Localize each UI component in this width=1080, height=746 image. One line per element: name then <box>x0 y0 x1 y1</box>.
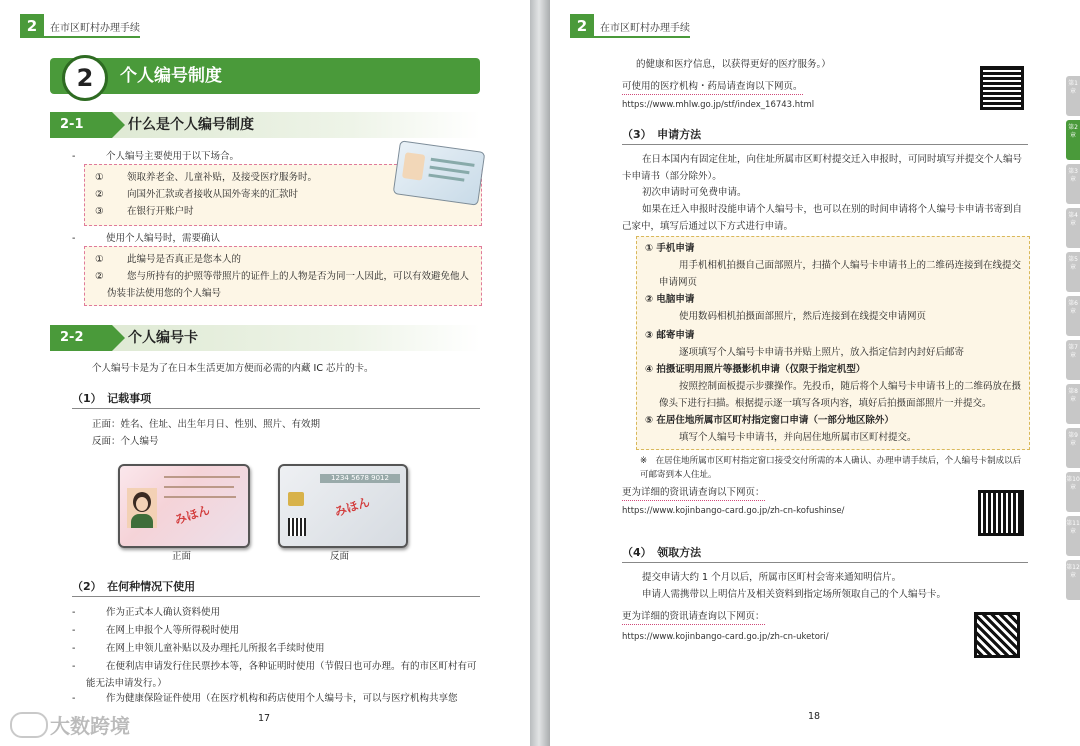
section-title: 个人编号卡 <box>128 330 198 346</box>
methods-box <box>636 236 1030 450</box>
method-title: ④ 拍摄证明用照片等摄影机申请（仅限于指定机型） <box>645 364 866 375</box>
section-2-1-header <box>50 112 480 138</box>
page-number: 17 <box>258 713 271 724</box>
bullet-dot: - <box>72 661 76 672</box>
portrait-icon <box>402 152 425 181</box>
chapter-tab[interactable]: 第7章 <box>1066 340 1080 380</box>
continued-text: 的健康和医疗信息，以获得更好的医疗服务。） <box>636 59 831 70</box>
left-page <box>0 0 530 746</box>
method-desc: 使用数码相机拍摄面部照片，然后连接到在线提交申请网页 <box>679 311 927 322</box>
use-item-num: ② <box>95 189 104 200</box>
usage-item: 在网上申领儿童补贴以及办理托儿所报名手续时使用 <box>106 643 325 654</box>
chapter-header: 在市区町村办理手续 <box>600 23 690 34</box>
section-title: 什么是个人编号制度 <box>128 117 254 133</box>
subheading-rule <box>72 408 480 409</box>
note: ※ 在居住地所属市区町村指定窗口接受交付所需的本人确认、办理申请手续后，个人编号卡制成以后可邮寄到本人住址。 <box>640 456 1022 480</box>
section-tag: 2-1 <box>50 112 112 138</box>
use-item: 向国外汇款或者接收从国外寄来的汇款时 <box>127 189 299 200</box>
ic-chip-icon <box>288 492 304 506</box>
use-item-num: ③ <box>95 206 104 217</box>
section-tag: 2-2 <box>50 325 112 351</box>
method-desc: 按照控制面板提示步骤操作。先投币，随后将个人编号卡申请书上的二维码放在摄像头下进行扫描。根据提示逐一填写各项内容，填好后拍摄面部照片一并提交。 <box>659 381 1022 409</box>
link-label: 可使用的医疗机构・药局请查询以下网页。 <box>622 80 803 95</box>
watermark-text: 大数跨境 <box>50 714 130 738</box>
bullet-dot: - <box>72 693 76 704</box>
method-desc: 逐项填写个人编号卡申请书并贴上照片，放入指定信封内封好后邮寄 <box>679 347 965 358</box>
page-number: 18 <box>808 711 821 722</box>
chapter-tab[interactable]: 第5章 <box>1066 252 1080 292</box>
link-url[interactable]: https://www.mhlw.go.jp/stf/index_16743.html <box>622 100 815 110</box>
bullet-dot: - <box>72 625 76 636</box>
chapter-tab[interactable]: 第1章 <box>1066 76 1080 116</box>
back-caption: 反面 <box>330 551 350 562</box>
use-item-num: ① <box>95 172 104 183</box>
card-back-fields: 反面：个人编号 <box>92 436 159 447</box>
chapter-title-banner <box>50 58 480 94</box>
subheading-1: （1） 记载事项 <box>72 392 152 405</box>
bullet-dot: - <box>72 607 76 618</box>
bullet-dot: - <box>72 151 76 162</box>
card-number: 1234 5678 9012 <box>320 474 400 483</box>
bullet-dot: - <box>72 233 76 244</box>
paragraph: 申请人需携带以上明信片及相关资料到指定场所领取自己的个人编号卡。 <box>642 589 947 600</box>
chapter-header: 在市区町村办理手续 <box>50 23 140 34</box>
method-title: ③ 邮寄申请 <box>645 330 695 341</box>
sample-stamp: みほん <box>172 502 212 528</box>
portrait-icon <box>127 488 157 528</box>
confirm-box <box>84 246 482 306</box>
watermark-logo-icon <box>10 712 48 738</box>
paragraph: 如果在迁入申报时没能申请个人编号卡，也可以在别的时间申请将个人编号卡申请书寄到自己家中，填写后通过以下方式进行申请。 <box>622 204 1023 232</box>
link-label: 更为详细的资讯请查询以下网页： <box>622 486 765 501</box>
chapter-title-number: 2 <box>62 55 108 101</box>
subheading-rule <box>72 596 480 597</box>
confirm-item-num: ① <box>95 254 104 265</box>
confirm-item: 您与所持有的护照等带照片的证件上的人物是否为同一人因此，可以有效避免他人伪装非法使用您的个人编号 <box>107 271 470 299</box>
use-intro: 个人编号主要使用于以下场合。 <box>106 151 240 162</box>
chapter-tab[interactable]: 第10章 <box>1066 472 1080 512</box>
qr-code-icon <box>980 66 1024 110</box>
chapter-tab[interactable]: 第12章 <box>1066 560 1080 600</box>
usage-item: 作为健康保险证件使用（在医疗机构和药店使用个人编号卡，可以与医疗机构共享您 <box>106 693 458 704</box>
confirm-item: 此编号是否真正是您本人的 <box>127 254 242 265</box>
usage-item: 作为正式本人确认资料使用 <box>106 607 221 618</box>
card-description: 个人编号卡是为了在日本生活更加方便而必需的内藏 IC 芯片的卡。 <box>92 363 374 374</box>
card-front-fields: 正面：姓名、住址、出生年月日、性别、照片、有效期 <box>92 419 321 430</box>
card-back-image <box>278 464 408 548</box>
chapter-tab-active[interactable]: 第2章 <box>1066 120 1080 160</box>
chapter-tab[interactable]: 第4章 <box>1066 208 1080 248</box>
paragraph: 在日本国内有固定住址，向住址所属市区町村提交迁入申报时，可同时填写并提交个人编号卡申请书（部分除外）。 <box>622 154 1023 182</box>
subheading-4: （4） 领取方法 <box>622 546 702 559</box>
chapter-tab[interactable]: 第3章 <box>1066 164 1080 204</box>
subheading-rule <box>622 562 1028 563</box>
link-label: 更为详细的资讯请查询以下网页： <box>622 610 765 625</box>
page-gutter <box>530 0 550 746</box>
chapter-tab[interactable]: 第11章 <box>1066 516 1080 556</box>
paragraph: 提交申请大约 1 个月以后，所属市区町村会寄来通知明信片。 <box>642 572 902 583</box>
qr-code-icon <box>978 490 1024 536</box>
paragraph: 初次申请时可免费申请。 <box>642 187 747 198</box>
front-caption: 正面 <box>172 551 192 562</box>
confirm-item-num: ② <box>95 271 104 282</box>
subheading-rule <box>622 144 1028 145</box>
method-title: ② 电脑申请 <box>645 294 695 305</box>
confirm-intro: 使用个人编号时，需要确认 <box>106 233 221 244</box>
header-rule <box>570 36 690 38</box>
chapter-title: 个人编号制度 <box>120 66 222 86</box>
subheading-3: （3） 申请方法 <box>622 128 702 141</box>
sample-stamp: みほん <box>332 494 372 520</box>
subheading-2: （2） 在何种情况下使用 <box>72 580 196 593</box>
chapter-tab[interactable]: 第6章 <box>1066 296 1080 336</box>
link-url[interactable]: https://www.kojinbango-card.go.jp/zh-cn-uketori/ <box>622 632 829 642</box>
section-2-2-header <box>50 325 480 351</box>
use-item: 领取养老金、儿童补贴，及接受医疗服务时。 <box>127 172 318 183</box>
chapter-number: 2 <box>20 14 44 38</box>
card-front-image <box>118 464 250 548</box>
chapter-tab[interactable]: 第8章 <box>1066 384 1080 424</box>
link-url[interactable]: https://www.kojinbango-card.go.jp/zh-cn-kofushinse/ <box>622 506 845 516</box>
method-title: ⑤ 在居住地所属市区町村指定窗口申请（一部分地区除外） <box>645 415 894 426</box>
usage-item: 在网上申报个人等所得税时使用 <box>106 625 240 636</box>
chapter-tab[interactable]: 第9章 <box>1066 428 1080 468</box>
qr-icon <box>288 518 306 536</box>
method-title: ① 手机申请 <box>645 243 695 254</box>
chapter-number: 2 <box>570 14 594 38</box>
right-page <box>550 0 1080 746</box>
usage-item: 在便利店申请发行住民票抄本等，各种证明时使用（节假日也可办理。有的市区町村有可能无法申请发行。） <box>86 661 477 689</box>
method-desc: 用手机相机拍摄自己面部照片，扫描个人编号卡申请书上的二维码连接到在线提交申请网页 <box>659 260 1022 288</box>
method-desc: 填写个人编号卡申请书，并向居住地所属市区町村提交。 <box>679 432 917 443</box>
qr-code-icon <box>974 612 1020 658</box>
header-rule <box>20 36 140 38</box>
use-item: 在银行开账户时 <box>127 206 194 217</box>
bullet-dot: - <box>72 643 76 654</box>
